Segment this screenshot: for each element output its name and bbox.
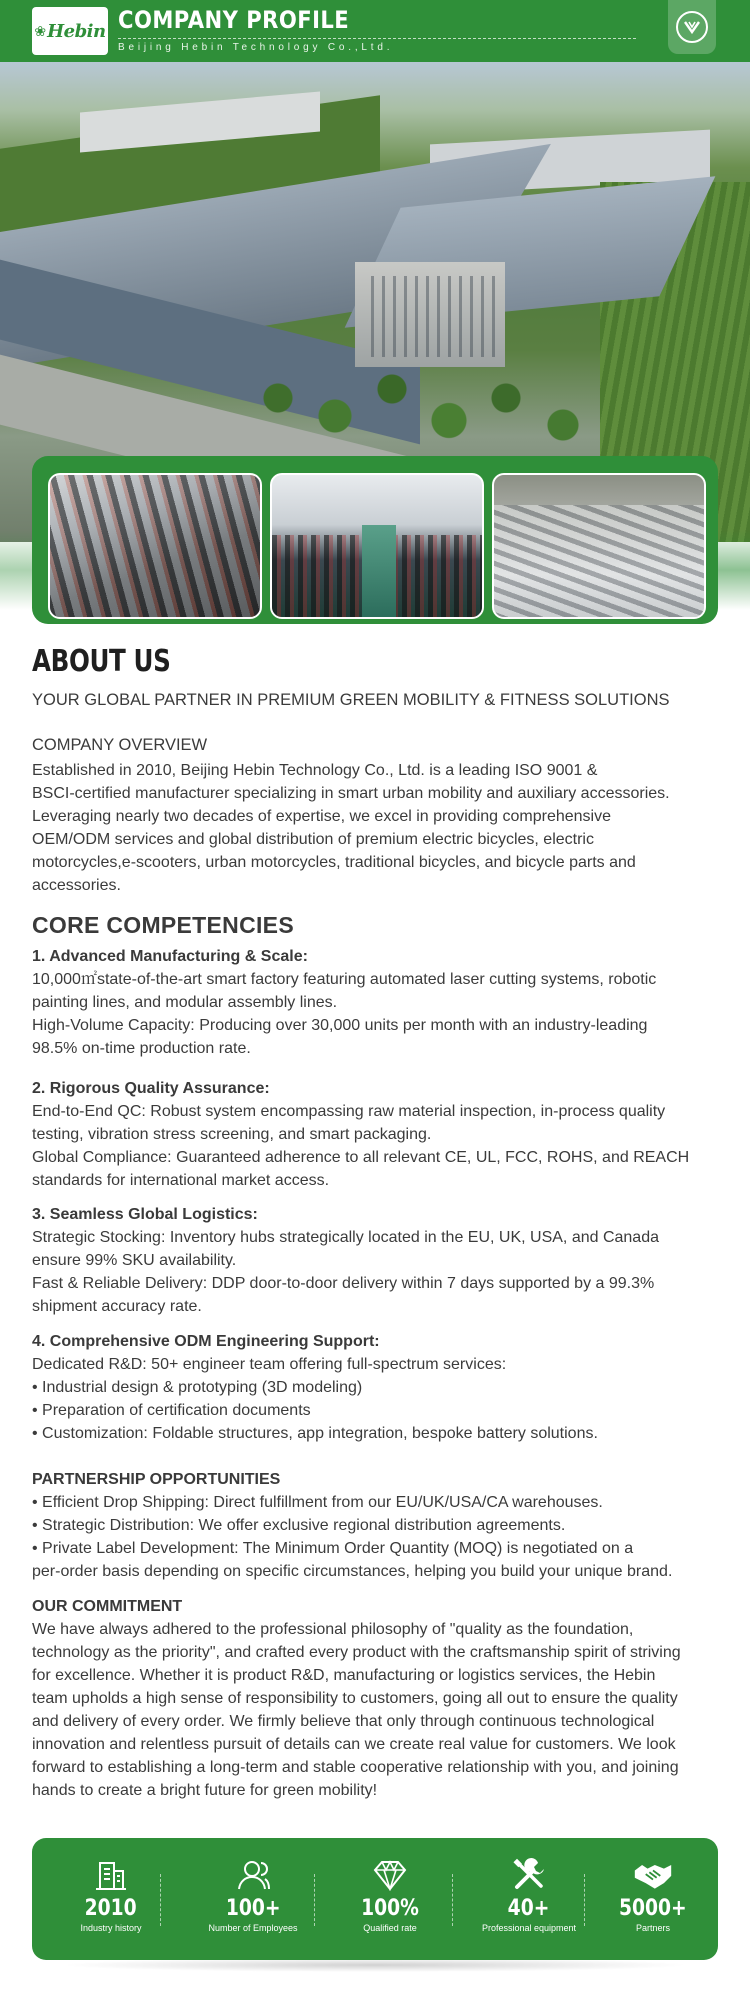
- overview-line: OEM/ODM services and global distribution of premium electric bicycles, electric: [32, 831, 594, 848]
- stat-value: 40+: [508, 1896, 550, 1921]
- section-line: Fast & Reliable Delivery: DDP door-to-door delivery within 7 days supported by a 99.3%: [32, 1275, 655, 1292]
- partnership-heading: PARTNERSHIP OPPORTUNITIES: [32, 1471, 281, 1488]
- stat-label: Professional equipment: [481, 1923, 577, 1933]
- people-icon: [233, 1858, 273, 1892]
- commitment-line: forward to establishing a long-term and stable cooperative relationship with you, and joining: [32, 1759, 679, 1776]
- building-icon: [91, 1858, 131, 1892]
- commitment-line: team upholds a high sense of responsibility to customers, going all out to ensure the quality: [32, 1690, 678, 1707]
- stat-industry-history: [56, 1838, 166, 1960]
- page-title: COMPANY PROFILE: [118, 6, 350, 34]
- overview-line: Leveraging nearly two decades of expertise, we excel in providing comprehensive: [32, 808, 611, 825]
- commitment-line: for excellence. Whether it is product R&D, manufacturing or logistics services, the Hebin: [32, 1667, 656, 1684]
- frames-stock-photo[interactable]: [492, 473, 706, 619]
- competency-logistics: [32, 1203, 722, 1318]
- overview-line: Established in 2010, Beijing Hebin Technology Co., Ltd. is a leading ISO 9001 &: [32, 762, 598, 779]
- header-divider: [118, 38, 636, 39]
- panel-fade-left: [0, 530, 32, 610]
- section-heading: 4. Comprehensive ODM Engineering Support:: [32, 1333, 380, 1350]
- diamond-icon: [370, 1858, 410, 1892]
- section-heading: 3. Seamless Global Logistics:: [32, 1206, 258, 1223]
- competency-odm: [32, 1330, 722, 1445]
- section-line: testing, vibration stress screening, and smart packaging.: [32, 1126, 432, 1143]
- partnership-line: • Efficient Drop Shipping: Direct fulfillment from our EU/UK/USA/CA warehouses.: [32, 1494, 603, 1511]
- section-line: End-to-End QC: Robust system encompassing raw material inspection, in-process quality: [32, 1103, 666, 1120]
- stat-employees: [188, 1838, 318, 1960]
- partnership-line: • Private Label Development: The Minimum Order Quantity (MOQ) is negotiated on a: [32, 1540, 634, 1557]
- tagline: YOUR GLOBAL PARTNER IN PREMIUM GREEN MOBILITY & FITNESS SOLUTIONS: [32, 691, 670, 709]
- section-heading: 1. Advanced Manufacturing & Scale:: [32, 948, 308, 965]
- partnership-section: [32, 1468, 722, 1583]
- panel-fade-right: [718, 530, 750, 610]
- commitment-line: innovation and relentless pursuit of details can we create real value for customers. We look: [32, 1736, 676, 1753]
- stat-divider: [452, 1874, 453, 1926]
- company-name: Beijing Hebin Technology Co.,Ltd.: [118, 42, 394, 53]
- commitment-line: We have always adhered to the professional philosophy of "quality as the foundation,: [32, 1621, 634, 1638]
- logo-text: Hebin: [47, 20, 106, 42]
- section-line: standards for international market access.: [32, 1172, 330, 1189]
- stat-qualified-rate: [330, 1838, 450, 1960]
- chevron-down-icon: [676, 11, 708, 43]
- section-line: shipment accuracy rate.: [32, 1298, 202, 1315]
- section-line: • Preparation of certification documents: [32, 1402, 311, 1419]
- stat-value: 2010: [84, 1896, 138, 1921]
- overview-text: [32, 759, 722, 897]
- section-line: • Customization: Foldable structures, app integration, bespoke battery solutions.: [32, 1425, 598, 1442]
- commitment-heading: OUR COMMITMENT: [32, 1598, 183, 1615]
- stat-divider: [160, 1874, 161, 1926]
- stat-label: Qualified rate: [363, 1923, 417, 1933]
- production-line-photo[interactable]: [48, 473, 262, 619]
- stat-partners: [598, 1838, 708, 1960]
- section-line: 10,000㎡state-of-the-art smart factory featuring automated laser cutting systems, robotic: [32, 971, 657, 988]
- commitment-section: [32, 1595, 722, 1802]
- section-line: Strategic Stocking: Inventory hubs strategically located in the EU, UK, USA, and Canada: [32, 1229, 659, 1246]
- about-title: ABOUT US: [32, 644, 171, 679]
- stat-equipment: [464, 1838, 594, 1960]
- stat-divider: [314, 1874, 315, 1926]
- commitment-line: and delivery of every order. We firmly believe that only through continuous technological: [32, 1713, 655, 1730]
- competency-manufacturing: [32, 945, 722, 1060]
- stat-value: 100+: [225, 1896, 281, 1921]
- section-heading: 2. Rigorous Quality Assurance:: [32, 1080, 270, 1097]
- commitment-line: technology as the priority", and crafted every product with the craftsmanship spirit of striving: [32, 1644, 681, 1661]
- stat-value: 5000+: [619, 1896, 687, 1921]
- leaf-icon: ❀: [34, 22, 47, 39]
- stat-label: Partners: [635, 1923, 670, 1933]
- section-line: Dedicated R&D: 50+ engineer team offering full-spectrum services:: [32, 1356, 507, 1373]
- section-line: ensure 99% SKU availability.: [32, 1252, 237, 1269]
- tools-icon: [509, 1858, 549, 1892]
- overview-heading: COMPANY OVERVIEW: [32, 736, 208, 754]
- stats-bar: [32, 1838, 718, 1960]
- stat-divider: [584, 1874, 585, 1926]
- badge-tab[interactable]: [668, 0, 716, 54]
- overview-line: motorcycles,e-scooters, urban motorcycles, traditional bicycles, and bicycle parts and: [32, 854, 636, 871]
- header-bar: [0, 0, 750, 62]
- competency-quality: [32, 1077, 722, 1192]
- stat-label: Number of Employees: [208, 1923, 298, 1933]
- partnership-line: • Strategic Distribution: We offer exclusive regional distribution agreements.: [32, 1517, 566, 1534]
- warehouse-photo[interactable]: [270, 473, 484, 619]
- stat-label: Industry history: [80, 1923, 142, 1933]
- core-competencies-title: CORE COMPETENCIES: [32, 912, 294, 938]
- handshake-icon: [633, 1858, 673, 1892]
- stat-value: 100%: [361, 1896, 419, 1921]
- section-line: High-Volume Capacity: Producing over 30,000 units per month with an industry-leading: [32, 1017, 648, 1034]
- section-line: painting lines, and modular assembly lines.: [32, 994, 338, 1011]
- commitment-line: hands to create a bright future for green mobility!: [32, 1782, 378, 1799]
- overview-line: accessories.: [32, 877, 121, 894]
- logo[interactable]: [32, 7, 108, 55]
- section-line: • Industrial design & prototyping (3D modeling): [32, 1379, 363, 1396]
- partnership-line: per-order basis depending on specific circumstances, helping you build your unique brand.: [32, 1563, 673, 1580]
- section-line: Global Compliance: Guaranteed adherence to all relevant CE, UL, FCC, ROHS, and REACH: [32, 1149, 690, 1166]
- section-line: 98.5% on-time production rate.: [32, 1040, 251, 1057]
- overview-line: BSCI-certified manufacturer specializing in smart urban mobility and auxiliary accessories.: [32, 785, 670, 802]
- stats-shadow: [60, 1958, 690, 1972]
